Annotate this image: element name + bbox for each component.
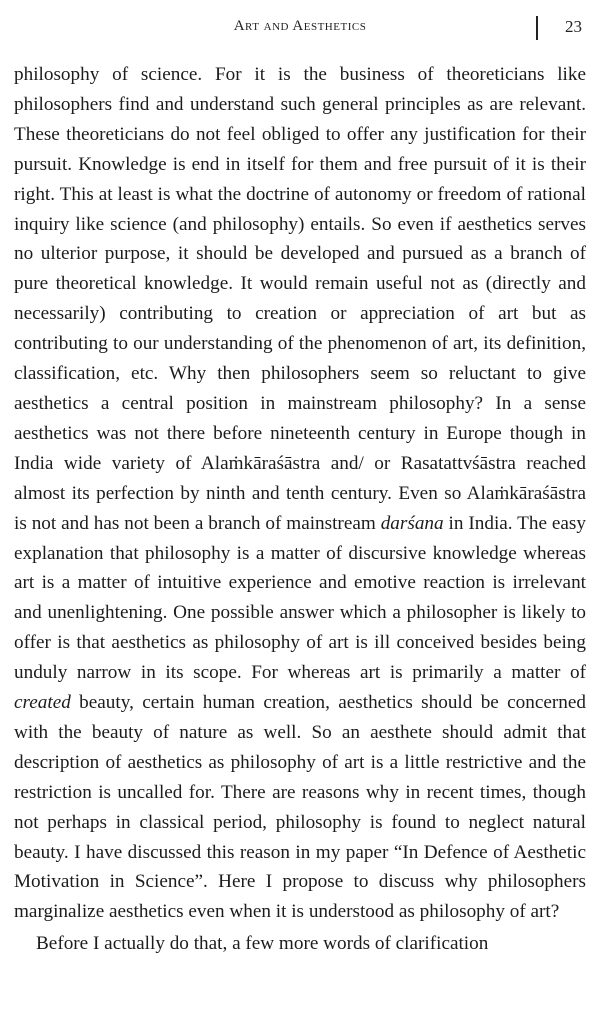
page-number: 23 [565, 17, 582, 36]
running-head [14, 12, 586, 42]
italic-term-created: created [14, 692, 71, 714]
paragraph-2-text: Before I actually do that, a few more words of clarification [36, 933, 489, 955]
running-head-divider [536, 16, 538, 40]
paragraph-1-text-b: in India. The easy explanation that philosophy is a matter of discursive knowledge whereas art is a matter of intuitive experience and emotive reaction is irrelevant and unenlightening. One possible answer which a philosopher is likely to offer is that aesthetics as philosophy of art is ill conceived besides being unduly narrow in its scope. For whereas art is primarily a matter of [14, 512, 586, 684]
paragraph-continued [14, 60, 586, 927]
italic-term-darsana: darśana [380, 512, 444, 534]
body-text [14, 60, 586, 959]
paragraph-1-text-c: beauty, certain human creation, aesthetics should be concerned with the beauty of nature as well. So an aesthete should admit that description of aesthetics as philosophy of art is a little restrictive and the restriction is uncalled for. There are reasons why in recent times, though not perhaps in classical period, philosophy is found to neglect natural beauty. I have discussed this reason in my paper “In Defence of Aesthetic Motivation in Science”. Here I propose to discuss why philosophers marginalize aesthetics even when it is understood as philosophy of art? [14, 692, 586, 923]
paragraph-new [14, 929, 586, 959]
paragraph-1-text-a: philosophy of science. For it is the business of theoreticians like philosophers find and understand such general principles as are relevant. These theoreticians do not feel obliged to offer any justification for their pursuit. Knowledge is end in itself for them and free pursuit of it is their right. This at least is what the doctrine of autonomy or freedom of rational inquiry like science (and philosophy) entails. So even if aesthetics serves no ulterior purpose, it should be developed and pursued as a branch of pure theoretical knowledge. It would remain useful not as (directly and necessarily) contributing to creation or appreciation of art but as contributing to our understanding of the phenomenon of art, its definition, classification, etc. Why then philosophers seem so reluctant to give aesthetics a central position in mainstream philosophy? In a sense aesthetics was not there before nineteenth century in Europe though in India wide variety of Alaṁkāraśāstra and/ or Rasatattvśāstra reached almost its perfection by ninth and tenth century. Even so Alaṁkāraśāstra is not and has not been a branch of mainstream [14, 64, 586, 534]
running-head-title: Art and Aesthetics [233, 18, 367, 34]
